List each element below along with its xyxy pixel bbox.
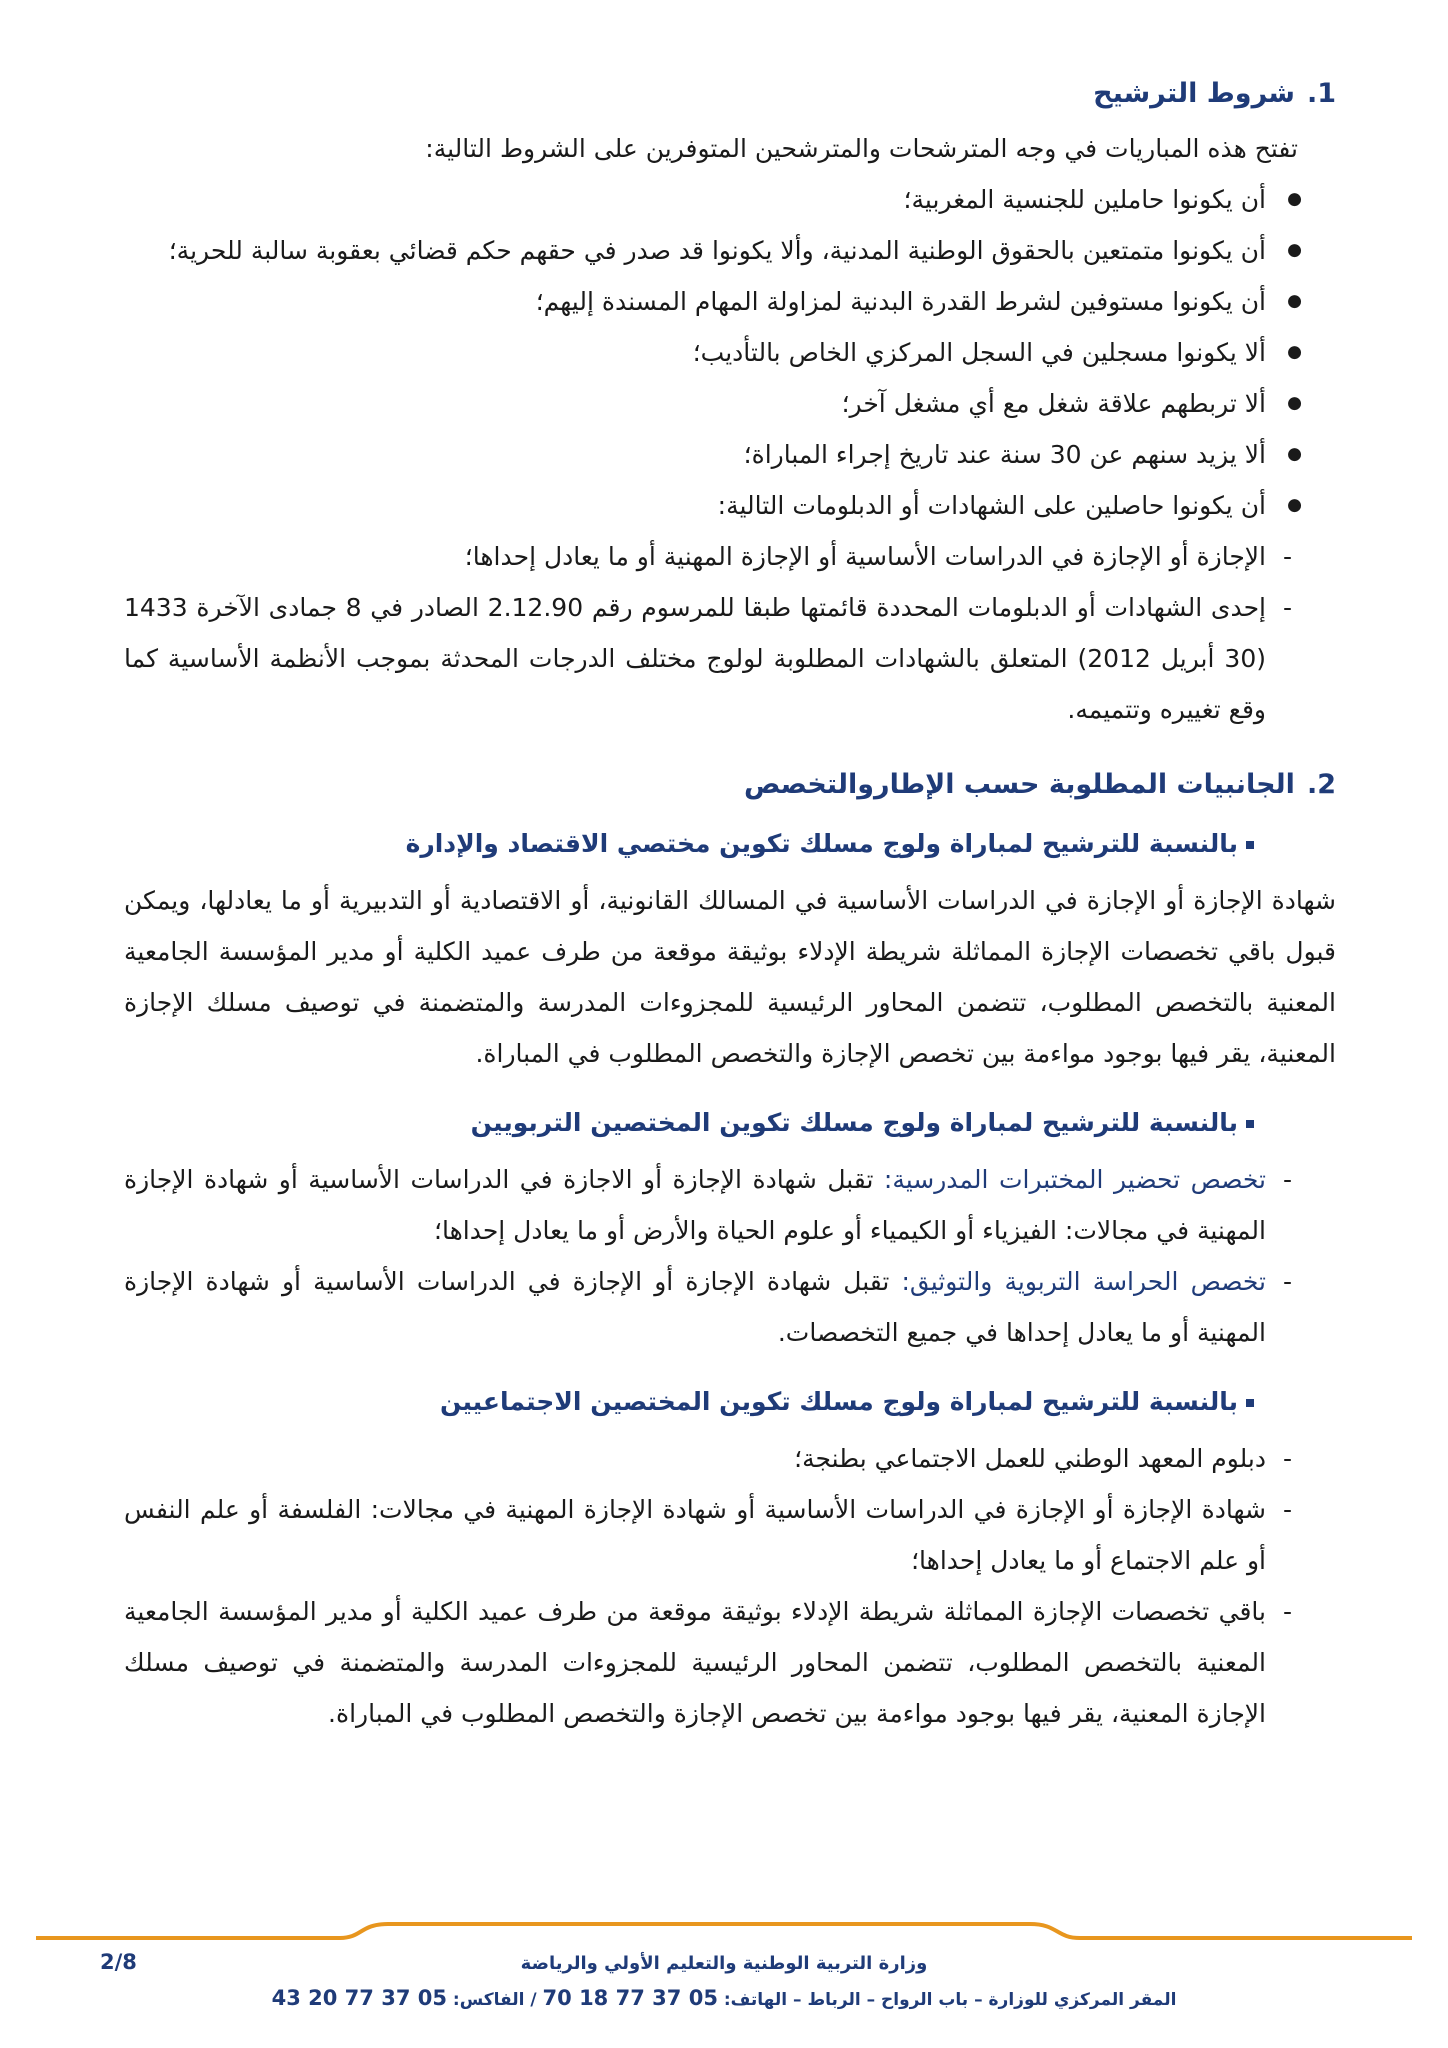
economy-subheading-text: بالنسبة للترشيح لمباراة ولوج مسلك تكوين مختصي الاقتصاد والإدارة <box>405 829 1238 858</box>
social-item: - دبلوم المعهد الوطني للعمل الاجتماعي بطنجة؛ <box>124 1433 1336 1484</box>
social-subheading <box>124 1376 1254 1427</box>
page-content <box>124 78 1336 1739</box>
diplomas-list <box>124 531 1336 735</box>
footer-address-line <box>0 1986 1448 2010</box>
condition-item: ● ألا تربطهم علاقة شغل مع أي مشغل آخر؛ <box>124 378 1336 429</box>
specialty-term: تخصص تحضير المختبرات المدرسية: <box>883 1165 1267 1194</box>
educators-subheading-text: بالنسبة للترشيح لمباراة ولوج مسلك تكوين المختصين التربويين <box>470 1108 1238 1137</box>
diploma-item: - الإجازة أو الإجازة في الدراسات الأساسية أو الإجازة المهنية أو ما يعادل إحداها؛ <box>124 531 1336 582</box>
section-2-title: الجانبيات المطلوبة حسب الإطاروالتخصص <box>743 769 1295 800</box>
section-1-intro: تفتح هذه المباريات في وجه المترشحات والمترشحين المتوفرين على الشروط التالية: <box>425 134 1298 163</box>
social-item: - شهادة الإجازة أو الإجازة في الدراسات الأساسية أو شهادة الإجازة المهنية في مجالات: الفلسفة أو علم النفس أو علم الاجتماع أو ما يعادل إحداها؛ <box>124 1484 1336 1586</box>
condition-item: ● أن يكونوا حاصلين على الشهادات أو الدبلومات التالية: <box>124 480 1336 531</box>
footer-address: المقر المركزي للوزارة – باب الرواح – الرباط – الهاتف: <box>723 1990 1177 2010</box>
conditions-list <box>124 174 1336 531</box>
specialty-text: تقبل شهادة الإجازة أو الإجازة في الدراسات الأساسية أو شهادة الإجازة المهنية أو ما يعادل إحداها في جميع التخصصات. <box>124 1267 1266 1347</box>
social-subheading-text: بالنسبة للترشيح لمباراة ولوج مسلك تكوين المختصين الاجتماعيين <box>439 1387 1238 1416</box>
section-2-number: 2. <box>1306 769 1336 800</box>
footer-ministry-name: وزارة التربية الوطنية والتعليم الأولي والرياضة <box>520 1953 928 1974</box>
page-number: 2/8 <box>100 1950 137 1974</box>
section-1-number: 1. <box>1306 78 1336 109</box>
square-bullet-icon <box>1246 1399 1254 1407</box>
page-footer <box>0 1905 1448 2048</box>
economy-text: شهادة الإجازة أو الإجازة في الدراسات الأساسية في المسالك القانونية، أو الاقتصادية أو التدبيرية أو ما يعادلها، ويمكن قبول باقي تخصصات الإجازة المماثلة شريطة الإدلاء بوثيقة موقعة من طرف عميد الكلية أو مدير المؤسسة الجامعية المعنية بالتخصص المطلوب، تتضمن المحاور الرئيسية للمجزوءات المدرسة والمتضمنة في توصيف مسلك الإجازة المعنية، يقر فيها بوجود مواءمة بين تخصص الإجازة والتخصص المطلوب في المباراة. <box>124 886 1336 1068</box>
educators-subheading <box>124 1097 1254 1148</box>
section-1-heading <box>124 78 1336 109</box>
square-bullet-icon <box>1246 841 1254 849</box>
specialty-term: تخصص الحراسة التربوية والتوثيق: <box>901 1267 1266 1296</box>
social-item: - باقي تخصصات الإجازة المماثلة شريطة الإدلاء بوثيقة موقعة من طرف عميد الكلية أو مدير المؤسسة الجامعية المعنية بالتخصص المطلوب، تتضمن المحاور الرئيسية للمجزوءات المدرسة والمتضمنة في توصيف مسلك الإجازة المعنية، يقر فيها بوجود مواءمة بين تخصص الإجازة والتخصص المطلوب في المباراة. <box>124 1586 1336 1739</box>
condition-item: ● أن يكونوا حاملين للجنسية المغربية؛ <box>124 174 1336 225</box>
specialty-text: تقبل شهادة الإجازة أو الاجازة في الدراسات الأساسية أو شهادة الإجازة المهنية في مجالات: الفيزياء أو الكيمياء أو علوم الحياة والأرض أو ما يعادل إحداها؛ <box>124 1165 1266 1245</box>
condition-item: ● ألا يزيد سنهم عن 30 سنة عند تاريخ إجراء المباراة؛ <box>124 429 1336 480</box>
diploma-item: - إحدى الشهادات أو الدبلومات المحددة قائمتها طبقا للمرسوم رقم 2.12.90 الصادر في 8 جمادى الآخرة 1433 (30 أبريل 2012) المتعلق بالشهادات المطلوبة لولوج مختلف الدرجات المحدثة بموجب الأنظمة الأساسية كما وقع تغييره وتتميمه. <box>124 582 1336 735</box>
square-bullet-icon <box>1246 1120 1254 1128</box>
footer-phone: 05 37 77 18 70 <box>542 1986 718 2010</box>
footer-fax: 05 37 77 20 43 <box>271 1986 447 2010</box>
educators-list <box>124 1154 1336 1358</box>
footer-accent-curve <box>36 1924 1412 1938</box>
educators-item <box>124 1154 1336 1256</box>
condition-item: ● أن يكونوا متمتعين بالحقوق الوطنية المدنية، وألا يكونوا قد صدر في حقهم حكم قضائي بعقوبة سالبة للحرية؛ <box>124 225 1336 276</box>
condition-item: ● ألا يكونوا مسجلين في السجل المركزي الخاص بالتأديب؛ <box>124 327 1336 378</box>
section-2-heading <box>124 769 1336 800</box>
condition-item: ● أن يكونوا مستوفين لشرط القدرة البدنية لمزاولة المهام المسندة إليهم؛ <box>124 276 1336 327</box>
economy-subheading <box>124 818 1254 869</box>
social-list <box>124 1433 1336 1739</box>
educators-item <box>124 1256 1336 1358</box>
section-1-title: شروط الترشيح <box>1093 78 1295 109</box>
footer-fax-label: / الفاكس: <box>452 1990 537 2010</box>
